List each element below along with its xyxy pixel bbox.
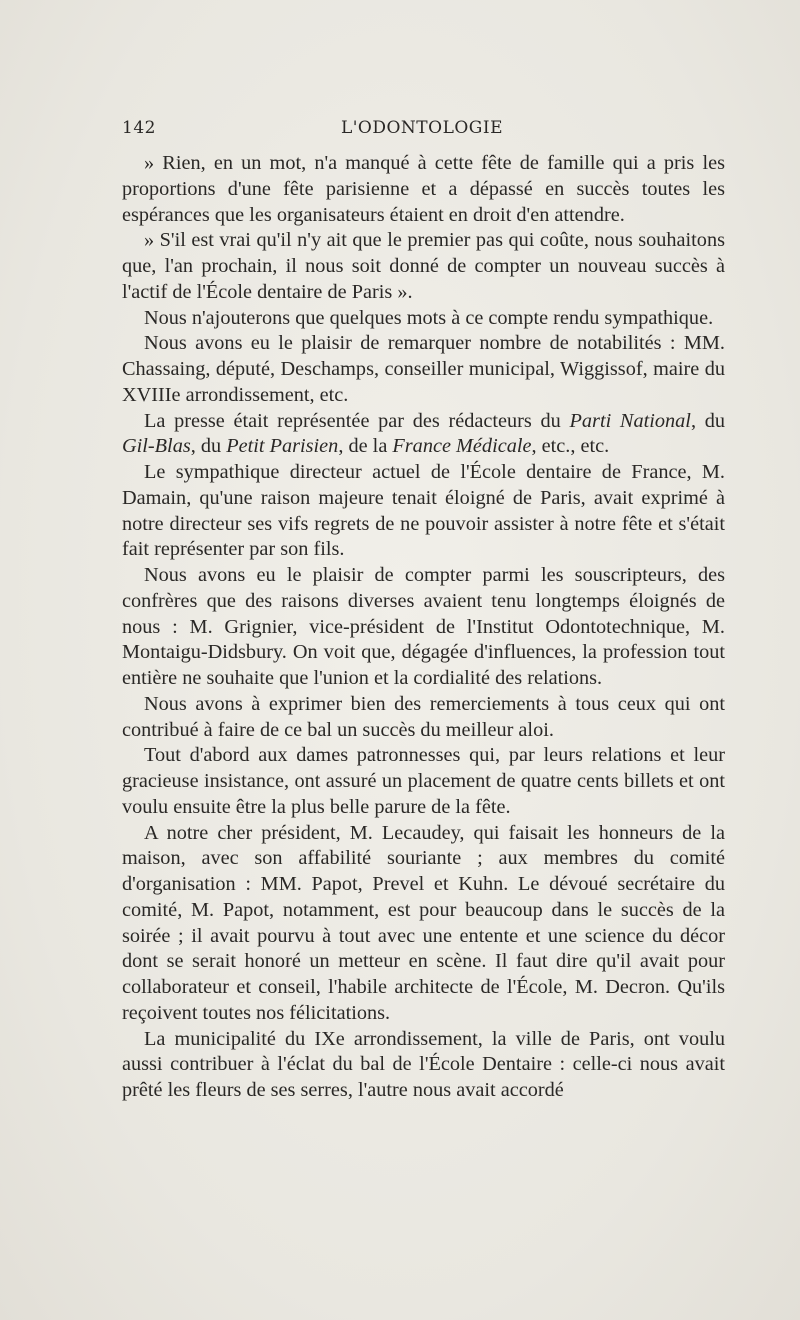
paragraph: Nous avons eu le plaisir de compter parmi les souscripteurs, des confrères que des raisons diverses avaient tenu longtemps éloignés de nous : M. Grignier, vice-président de l'Institut Odontotechnique, M. Montaigu-Didsbury. On voit que, dégagée d'influences, la profession tout entière ne souhaite que l'union et la cordialité des relations. — [122, 564, 725, 689]
text-run: , de la — [338, 435, 393, 458]
paragraph: Nous avons eu le plaisir de remarquer nombre de notabilités : MM. Chassaing, député, Deschamps, conseiller municipal, Wiggissof, maire du XVIIIe arrondissement, etc. — [122, 332, 725, 406]
paragraph: Tout d'abord aux dames patronnesses qui, par leurs relations et leur gracieuse insistance, ont assuré un placement de quatre cents billets et ont voulu ensuite être la plus belle parure de la fête. — [122, 744, 725, 818]
paragraph: La municipalité du IXe arrondissement, la ville de Paris, ont voulu aussi contribuer à l'éclat du bal de l'École Dentaire : celle-ci nous avait prêté les fleurs de ses serres, l'autre nous avait accordé — [122, 1027, 725, 1101]
newspaper-title: Gil-Blas — [122, 435, 191, 458]
newspaper-title: Petit Parisien — [226, 435, 339, 458]
paragraph: A notre cher président, M. Lecaudey, qui faisait les honneurs de la maison, avec son affabilité souriante ; aux membres du comité d'organisation : MM. Papot, Prevel et Kuhn. Le dévoué secrétaire du comité, M. Papot, notamment, est pour beaucoup dans le succès de la soirée ; il avait pourvu à tout avec une entente et une science du décor dont se serait honoré un metteur en scène. Il faut dire qu'il avait pour collaborateur et conseil, l'habile architecte de l'École, M. Decron. Qu'ils reçoivent toutes nos félicitations. — [122, 821, 725, 1024]
paragraph: » Rien, en un mot, n'a manqué à cette fête de famille qui a pris les proportions d'une fête parisienne et a dépassé en succès toutes les espérances que les organisateurs étaient en droit d'en attendre. — [122, 152, 725, 226]
text-run: , du — [190, 435, 227, 458]
text-run: La presse était représentée par des rédacteurs du — [144, 409, 570, 432]
running-title: L'ODONTOLOGIE — [340, 118, 504, 138]
newspaper-title: Parti National — [569, 409, 691, 432]
page-number: 142 — [122, 118, 156, 138]
paragraph: Le sympathique directeur actuel de l'École dentaire de France, M. Damain, qu'une raison majeure tenait éloigné de Paris, avait exprimé à notre directeur ses vifs regrets de ne pouvoir assister à notre fête et s'était fait représenter par son fils. — [122, 461, 725, 561]
newspaper-title: France Médicale — [392, 435, 532, 458]
text-run: , etc., etc. — [531, 435, 610, 458]
paragraph: Nous n'ajouterons que quelques mots à ce compte rendu sympathique. — [144, 306, 714, 329]
text-run: , du — [690, 409, 725, 432]
page-header — [122, 118, 722, 142]
paragraph: » S'il est vrai qu'il n'y ait que le premier pas qui coûte, nous souhaitons que, l'an prochain, il nous soit donné de compter un nouveau succès à l'actif de l'École dentaire de Paris ». — [122, 229, 725, 303]
paragraph: Nous avons à exprimer bien des remerciements à tous ceux qui ont contribué à faire de ce bal un succès du meilleur aloi. — [122, 692, 725, 741]
body-text — [122, 151, 725, 1104]
paragraph-press — [122, 409, 725, 461]
